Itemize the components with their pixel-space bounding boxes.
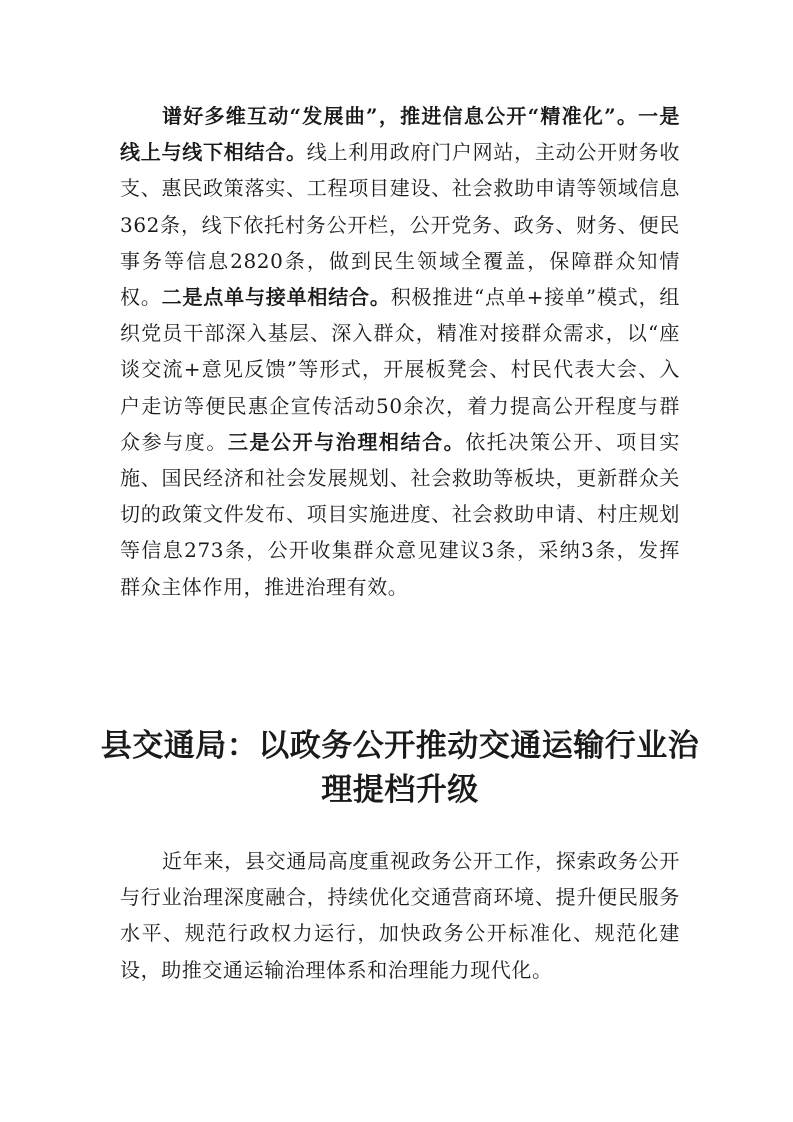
body-paragraph-info-disclosure — [120, 98, 680, 605]
body-paragraph-transport-bureau: 近年来，县交通局高度重视政务公开工作，探索政务公开与行业治理深度融合，持续优化交通营商环境、提升便民服务水平、规范行政权力运行，加快政务公开标准化、规范化建设，助推交通运输治理体系和治理能力现代化。 — [120, 849, 680, 982]
point-one-text: 线上利用政府门户网站，主动公开财务收支、惠民政策落实、工程项目建设、社会救助申请等领域信息362条，线下依托村务公开栏，公开党务、政务、财务、便民事务等信息2820条，做到民生领域全覆盖，保障群众知情权。 — [120, 140, 680, 310]
section-heading: 县交通局：以政务公开推动交通运输行业治理提档升级 — [100, 728, 700, 808]
point-two-text: 积极推进“点单+接单”模式，组织党员干部深入基层、深入群众，精准对接群众需求，以“座谈交流+意见反馈”等形式，开展板凳会、村民代表大会、入户走访等便民惠企宣传活动50余次，着力提高公开程度与群众参与度。 — [120, 285, 681, 454]
point-three-label: 三是公开与治理相结合。 — [227, 429, 466, 454]
point-one-label: 一是线上与线下相结合。 — [120, 104, 680, 165]
point-two-label: 二是点单与接单相结合。 — [161, 285, 391, 310]
paragraph-lead-heading: 谱好多维互动“发展曲”，推进信息公开“精准化”。 — [162, 104, 639, 128]
point-three-text: 依托决策公开、项目实施、国民经济和社会发展规划、社会救助等板块，更新群众关切的政策文件发布、项目实施进度、社会救助申请、村庄规划等信息273条，公开收集群众意见建议3条，采纳3条，发挥群众主体作用，推进治理有效。 — [120, 429, 681, 599]
